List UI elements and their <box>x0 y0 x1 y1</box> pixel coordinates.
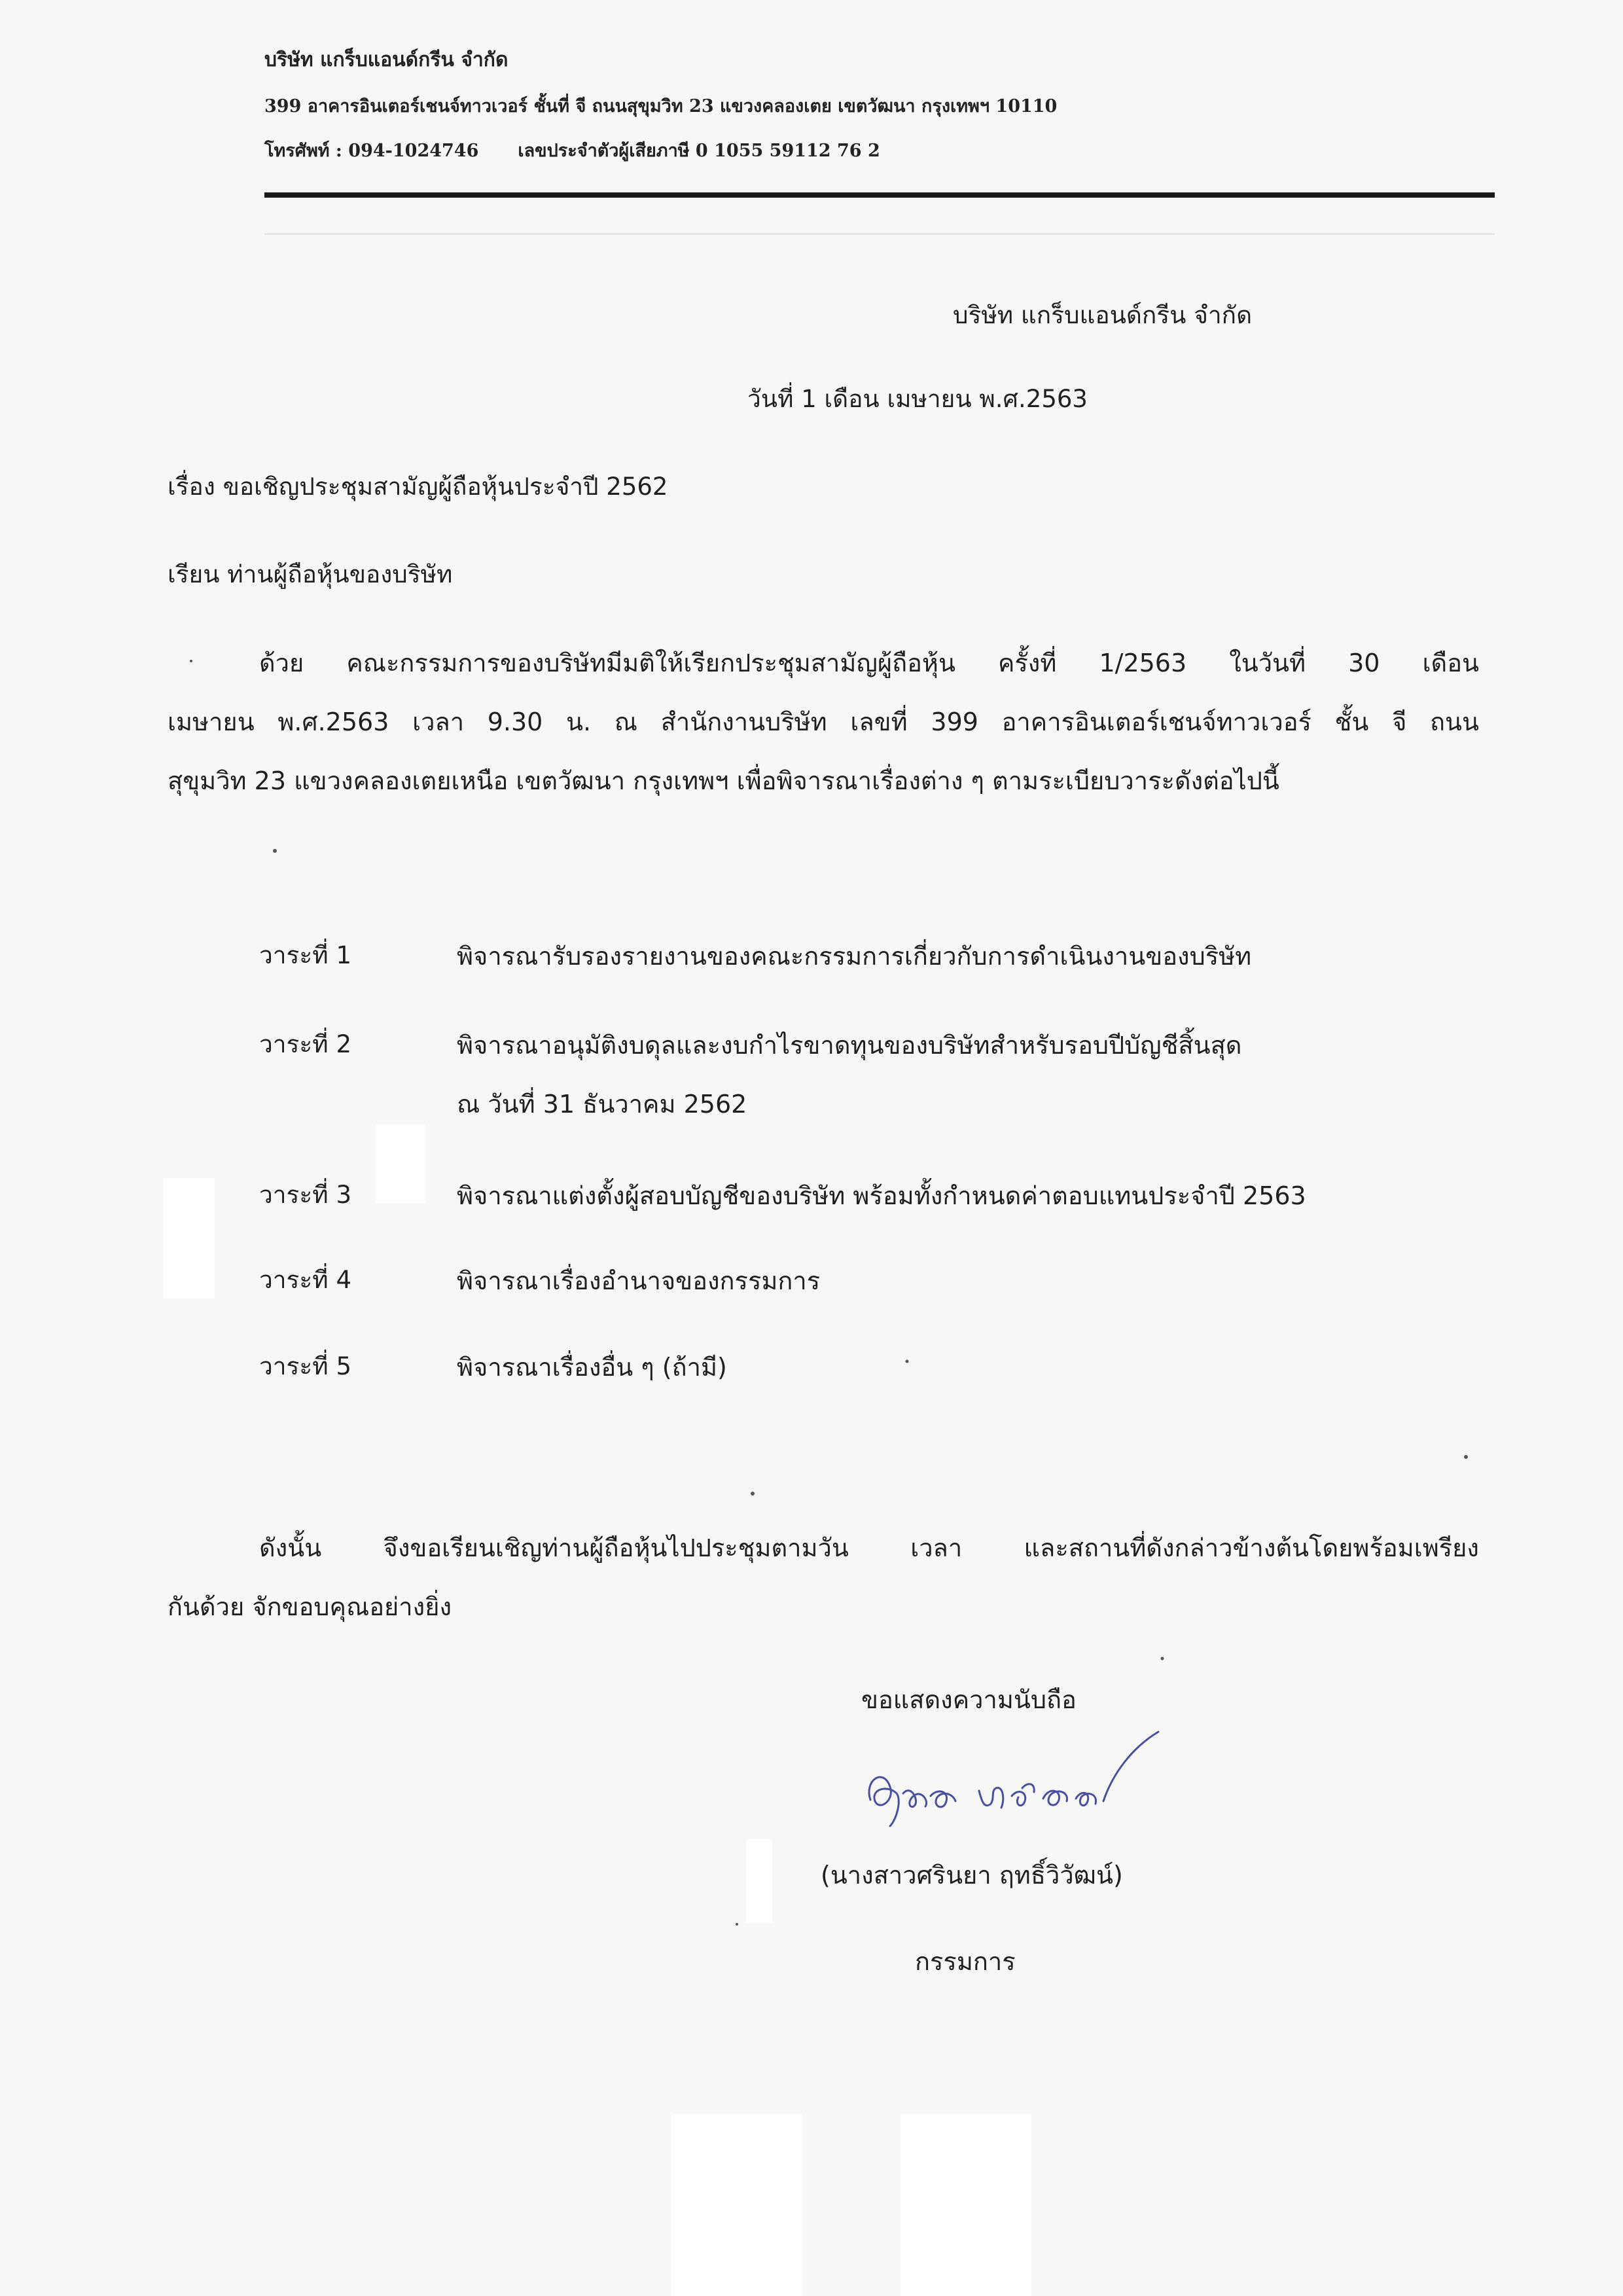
agenda-text-1: พิจารณารับรองรายงานของคณะกรรมการเกี่ยวกับการดำเนินงานของบริษัท <box>457 942 1252 971</box>
signature-image <box>851 1728 1191 1852</box>
body-line-3: สุขุมวิท 23 แขวงคลองเตยเหนือ เขตวัฒนา กรุงเทพฯ เพื่อพิจารณาเรื่องต่าง ๆ ตามระเบียบวาระดังต่อไปนี้ <box>168 766 1279 795</box>
agenda-label-4: วาระที่ 4 <box>259 1266 351 1294</box>
letterhead-divider-thin <box>264 233 1495 235</box>
body-line-1: ด้วย คณะกรรมการของบริษัทมีมติให้เรียกประชุมสามัญผู้ถือหุ้น ครั้งที่ 1/2563 ในวันที่ 30 เดือน <box>259 649 1479 677</box>
closing-regards: ขอแสดงความนับถือ <box>861 1685 1077 1714</box>
agenda-text-5: พิจารณาเรื่องอื่น ๆ (ถ้ามี) <box>457 1353 727 1382</box>
signatory-position: กรรมการ <box>915 1947 1016 1976</box>
redaction-patch <box>376 1124 425 1203</box>
header-company: บริษัท แกร็บแอนด์กรีน จำกัด <box>953 301 1253 329</box>
closing-line-2: กันด้วย จักขอบคุณอย่างยิ่ง <box>168 1592 452 1621</box>
redaction-patch <box>671 2114 802 2296</box>
letterhead-address: 399 อาคารอินเตอร์เชนจ์ทาวเวอร์ ชั้นที่ จี ถนนสุขุมวิท 23 แขวงคลองเตย เขตวัฒนา กรุงเทพฯ 10110 <box>264 96 1058 117</box>
redaction-patch <box>746 1839 772 1923</box>
letter-subject: เรื่อง ขอเชิญประชุมสามัญผู้ถือหุ้นประจำปี 2562 <box>168 473 668 501</box>
letterhead-tax-id: เลขประจำตัวผู้เสียภาษี 0 1055 59112 76 2 <box>518 141 880 161</box>
redaction-patch <box>164 1178 215 1299</box>
agenda-text-2: พิจารณาอนุมัติงบดุลและงบกำไรขาดทุนของบริษัทสำหรับรอบปีบัญชีสิ้นสุด <box>457 1031 1242 1060</box>
letterhead-company: บริษัท แกร็บแอนด์กรีน จำกัด <box>264 48 508 71</box>
agenda-text-2-cont: ณ วันที่ 31 ธันวาคม 2562 <box>457 1090 747 1119</box>
letterhead-contact <box>264 136 880 164</box>
agenda-label-3: วาระที่ 3 <box>259 1181 351 1209</box>
agenda-label-2: วาระที่ 2 <box>259 1030 351 1058</box>
signatory-name: (นางสาวศรินยา ฤทธิ์วิวัฒน์) <box>821 1861 1123 1890</box>
agenda-label-5: วาระที่ 5 <box>259 1352 351 1380</box>
letter-salutation: เรียน ท่านผู้ถือหุ้นของบริษัท <box>168 560 453 588</box>
agenda-label-1: วาระที่ 1 <box>259 941 351 969</box>
agenda-text-3: พิจารณาแต่งตั้งผู้สอบบัญชีของบริษัท พร้อมทั้งกำหนดค่าตอบแทนประจำปี 2563 <box>457 1181 1306 1210</box>
letterhead-phone: โทรศัพท์ : 094-1024746 <box>264 141 479 161</box>
letterhead-divider <box>264 192 1495 198</box>
letter-date: วันที่ 1 เดือน เมษายน พ.ศ.2563 <box>747 385 1088 413</box>
agenda-text-4: พิจารณาเรื่องอำนาจของกรรมการ <box>457 1266 821 1295</box>
body-line-2: เมษายน พ.ศ.2563 เวลา 9.30 น. ณ สำนักงานบริษัท เลขที่ 399 อาคารอินเตอร์เชนจ์ทาวเวอร์ ชั้น จี ถนน <box>168 708 1479 736</box>
closing-line-1: ดังนั้น จึงขอเรียนเชิญท่านผู้ถือหุ้นไปประชุมตามวัน เวลา และสถานที่ดังกล่าวข้างต้นโดยพร้อมเพรียง <box>259 1534 1479 1562</box>
redaction-patch <box>901 2114 1031 2296</box>
